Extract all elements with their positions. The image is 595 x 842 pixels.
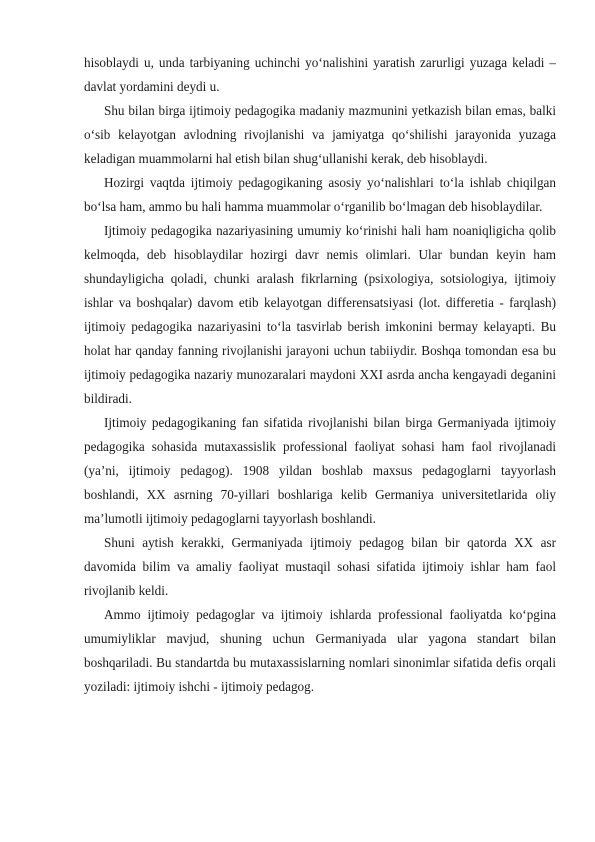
paragraph-5: Ijtimoiy pedagogikaning fan sifatida rivojlanishi bilan birga Germaniyada ijtimoiy pedagogika sohasida mutaxassislik professional faoliyat sohasi ham faol rivojlanadi (ya’ni, ijtimoiy pedagog). 1908 yildan boshlab maxsus pedagoglarni tayyorlash boshlandi, XX asrning 70-yillari boshlariga kelib Germaniya universitetlarida oliy ma’lumotli ijtimoiy pedagoglarni tayyorlash boshlandi. [84, 415, 556, 526]
paragraph-1: hisoblaydi u, unda tarbiyaning uchinchi yo‘nalishini yaratish zarurligi yuzaga keladi – davlat yordamini deydi u. [84, 55, 556, 94]
paragraph-6: Shuni aytish kerakki, Germaniyada ijtimoiy pedagog bilan bir qatorda XX asr davomida bilim va amaliy faoliyat mustaqil sohasi sifatida ijtimoiy ishlar ham faol rivojlanib keldi. [84, 535, 556, 598]
paragraph-7: Ammo ijtimoiy pedagoglar va ijtimoiy ishlarda professional faoliyatda ko‘pgina umumiyliklar mavjud, shuning uchun Germaniyada ular yagona standart bilan boshqariladi. Bu standartda bu mutaxassislarning nomlari sinonimlar sifatida defis orqali yoziladi: ijtimoiy ishchi - ijtimoiy pedagog. [84, 607, 556, 694]
document-page [84, 51, 556, 699]
paragraph-3: Hozirgi vaqtda ijtimoiy pedagogikaning asosiy yo‘nalishlari to‘la ishlab chiqilgan bo‘lsa ham, ammo bu hali hamma muammolar o‘rganilib bo‘lmagan deb hisoblaydilar. [84, 175, 556, 214]
paragraph-2: Shu bilan birga ijtimoiy pedagogika madaniy mazmunini yetkazish bilan emas, balki o‘sib kelayotgan avlodning rivojlanishi va jamiyatga qo‘shilishi jarayonida yuzaga keladigan muammolarni hal etish bilan shug‘ullanishi kerak, deb hisoblaydi. [84, 103, 556, 166]
paragraph-4: Ijtimoiy pedagogika nazariyasining umumiy ko‘rinishi hali ham noaniqligicha qolib kelmoqda, deb hisoblaydilar hozirgi davr nemis olimlari. Ular bundan keyin ham shundayligicha qoladi, chunki aralash fikrlarning (psixologiya, sotsiologiya, ijtimoiy ishlar va boshqalar) davom etib kelayotgan differensatsiyasi (lot. differetia - farqlash) ijtimoiy pedagogika nazariyasini to‘la tasvirlab berish imkonini bermay kelayapti. Bu holat har qanday fanning rivojlanishi jarayoni uchun tabiiydir. Boshqa tomondan esa bu ijtimoiy pedagogika nazariy munozaralari maydoni XXI asrda ancha kengayadi deganini bildiradi. [84, 223, 556, 406]
